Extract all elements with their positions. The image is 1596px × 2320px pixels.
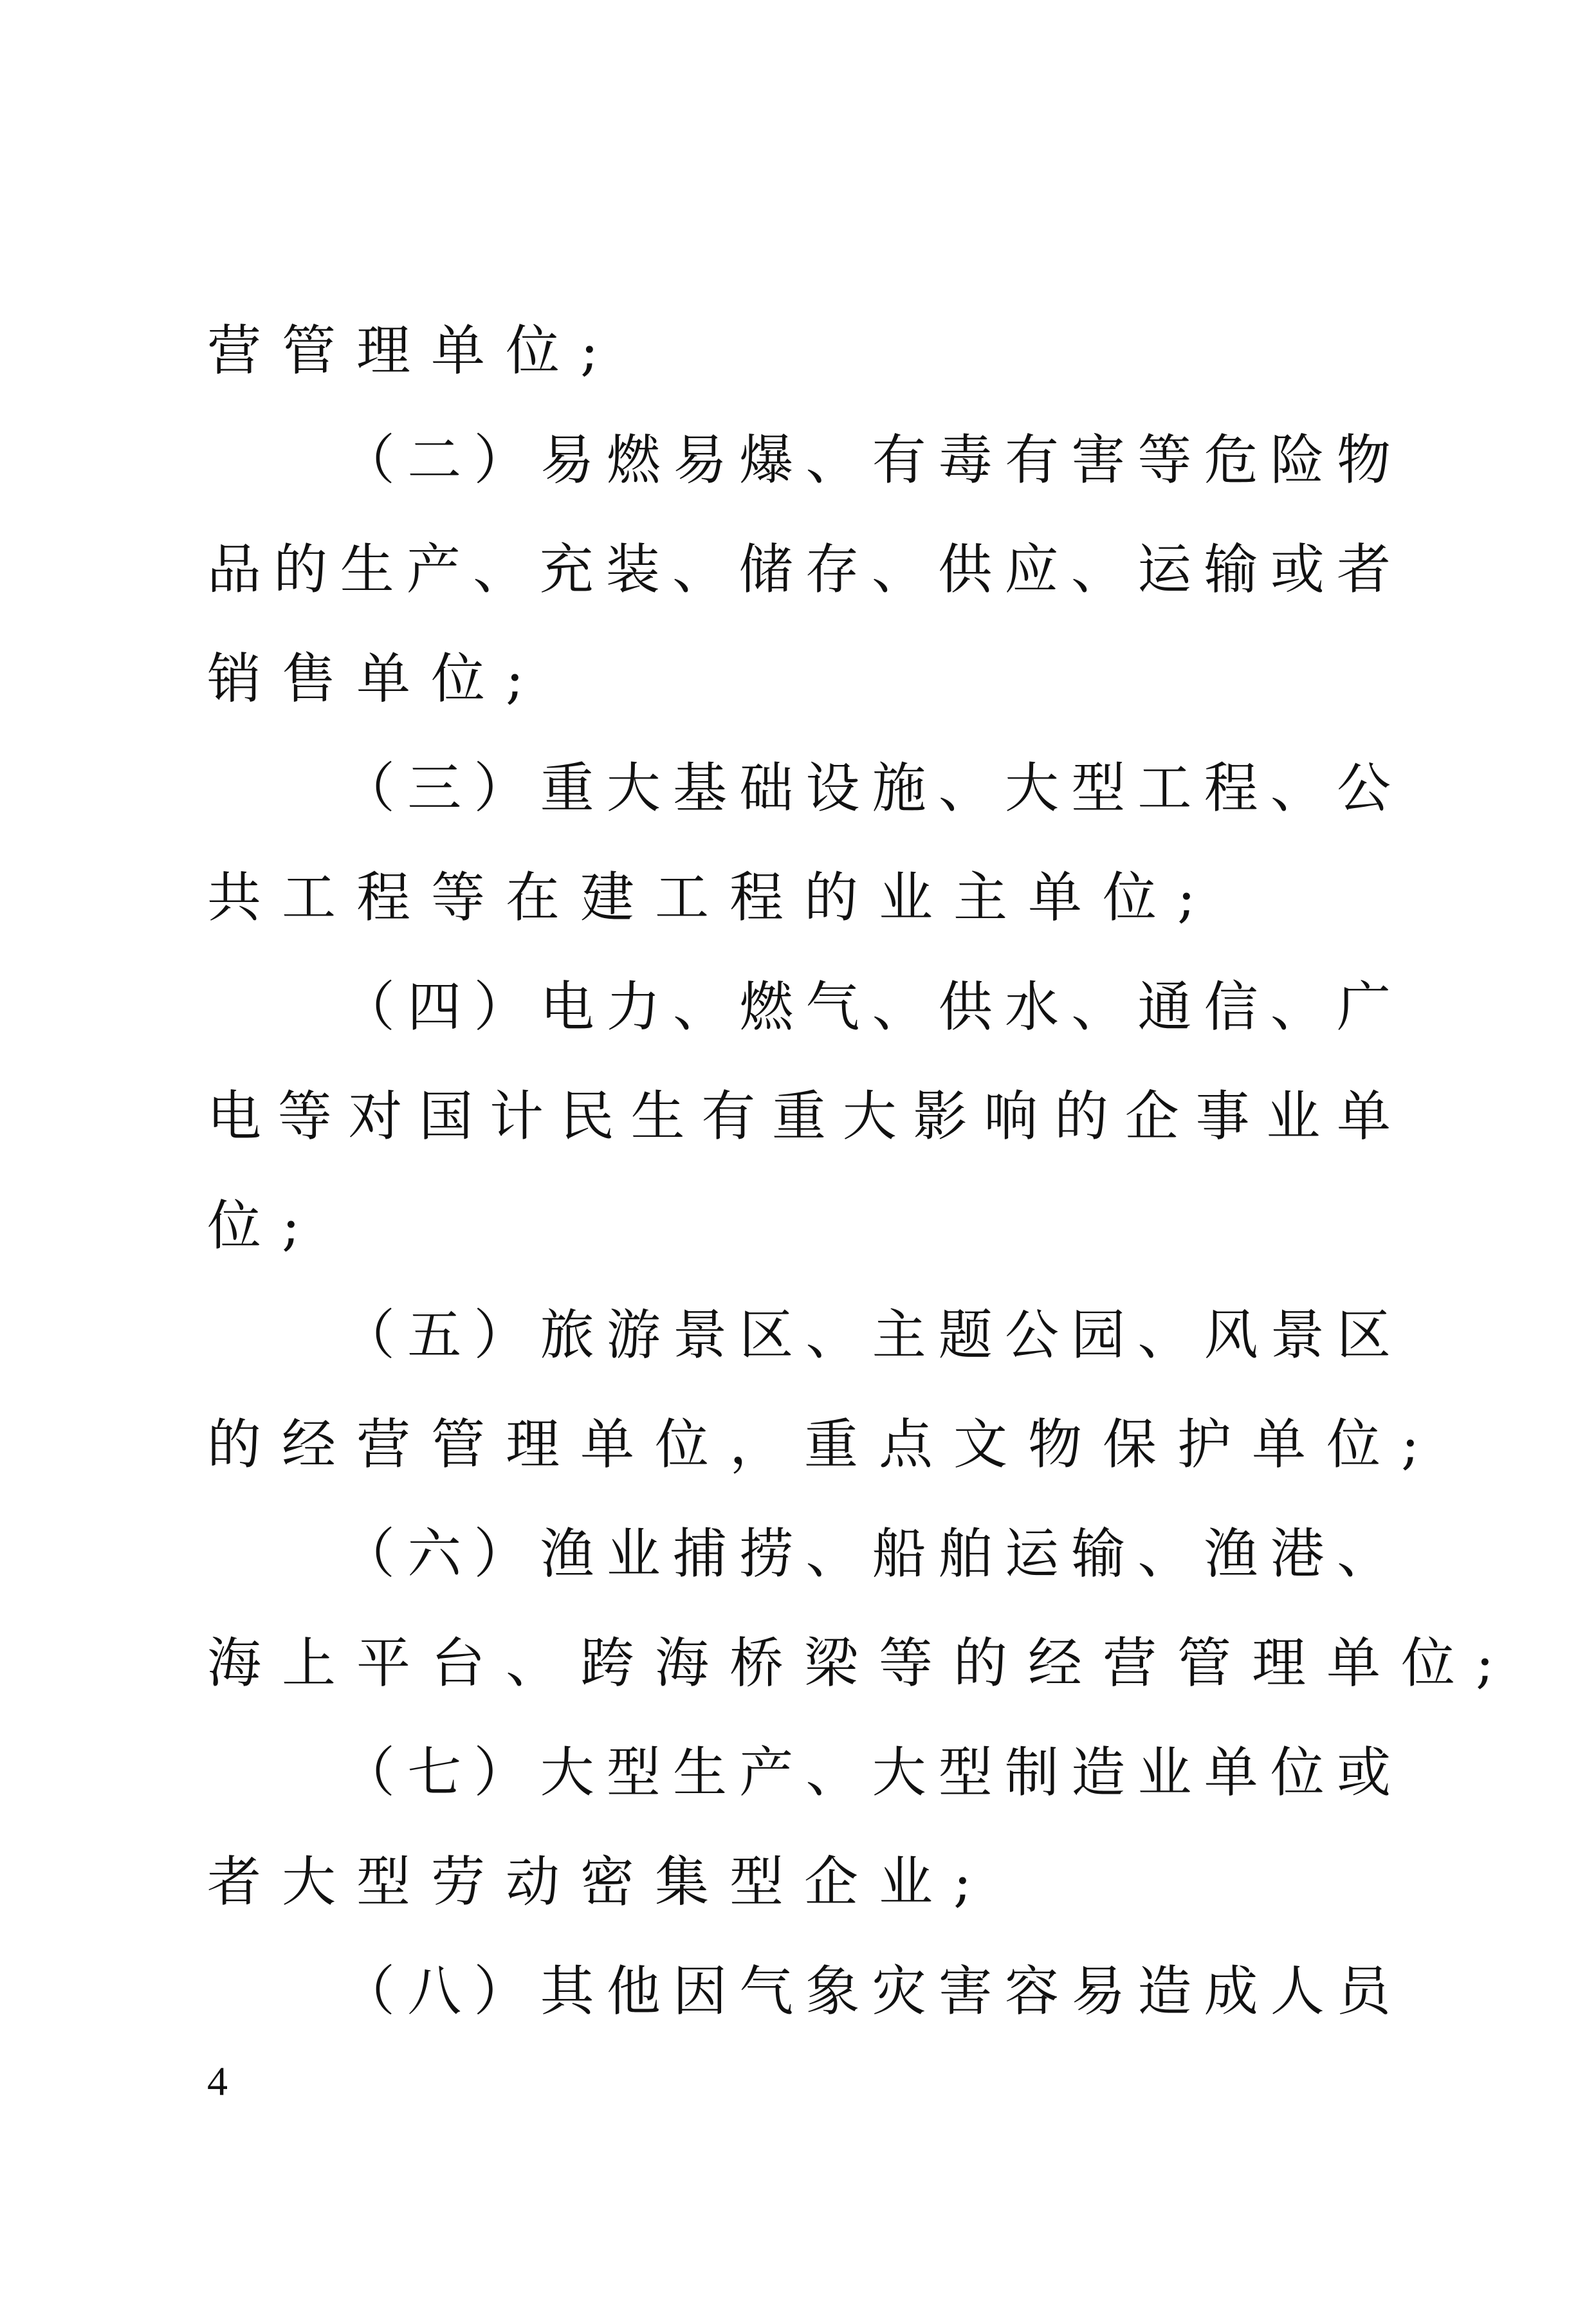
text-line: 营管理单位; (207, 319, 619, 382)
clause-4-line: （四）电力、燃气、供水、通信、广 (341, 975, 1391, 1038)
clause-5-line: （五）旅游景区、主题公园、风景区 (341, 1303, 1391, 1367)
text-line: 共工程等在建工程的业主单位; (207, 866, 1216, 929)
clause-8-line: （八）其他因气象灾害容易造成人员 (341, 1960, 1391, 2023)
text-line: 品的生产、充装、储存、供应、运输或者 (207, 538, 1391, 601)
text-line: 者大型劳动密集型企业; (207, 1850, 993, 1913)
text-line: 位; (207, 1194, 321, 1257)
text-line: 销售单位; (207, 647, 545, 710)
text-line: 电等对国计民生有重大影响的企事业单 (207, 1085, 1391, 1148)
clause-7-line: （七）大型生产、大型制造业单位或 (341, 1741, 1391, 1804)
text-line: 的经营管理单位，重点文物保护单位; (207, 1413, 1440, 1476)
clause-2-line: （二）易燃易爆、有毒有害等危险物 (341, 428, 1391, 492)
clause-3-line: （三）重大基础设施、大型工程、公 (341, 757, 1391, 820)
text-line: 海上平台、跨海桥梁等的经营管理单位; (207, 1632, 1515, 1695)
page-number: 4 (207, 2058, 228, 2104)
clause-6-line: （六）渔业捕捞、船舶运输、渔港、 (341, 1522, 1391, 1585)
